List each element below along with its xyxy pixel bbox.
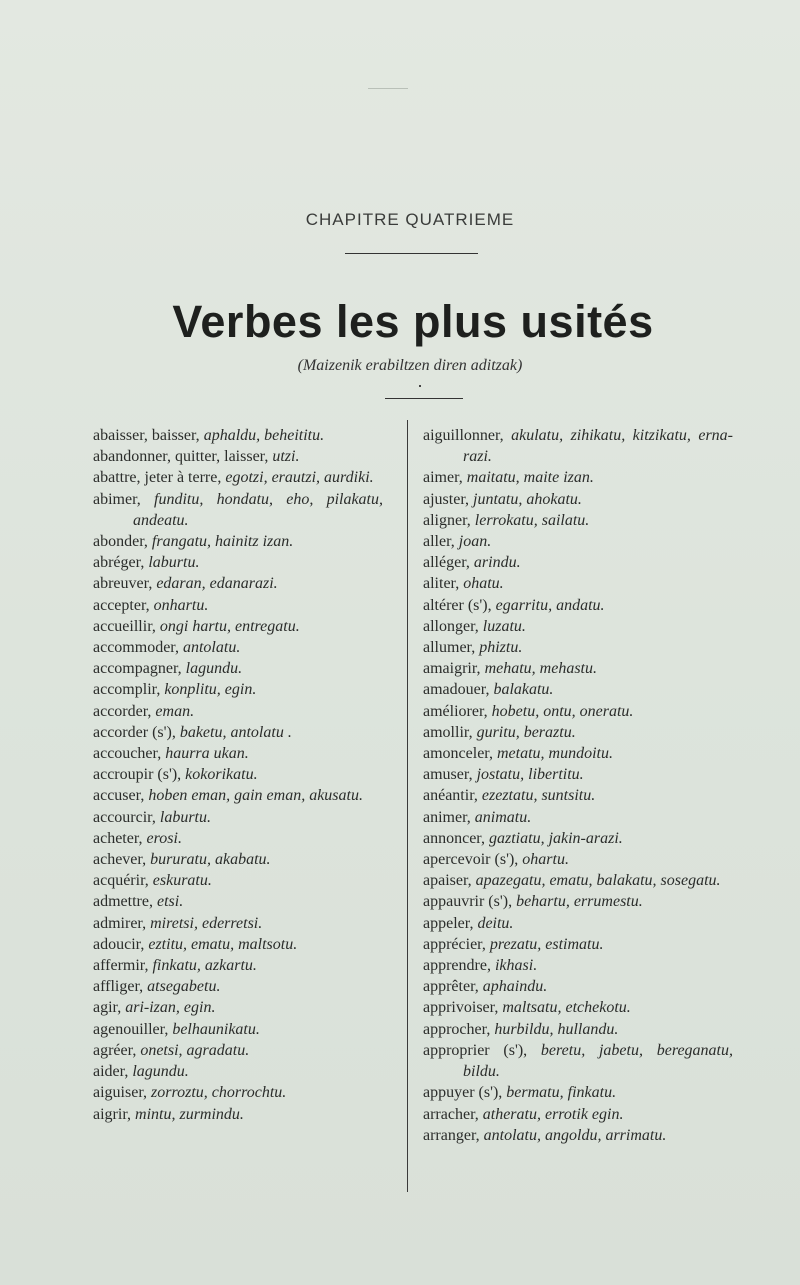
french-verb: accompagner, [93, 660, 182, 678]
basque-translation: maltsatu, etchekotu. [502, 999, 631, 1017]
basque-translation: behartu, errumestu. [516, 893, 643, 911]
french-verb: aliter, [423, 575, 460, 593]
chapter-heading: CHAPITRE QUATRIEME [305, 210, 515, 229]
verb-entry [93, 764, 383, 785]
basque-translation: frangatu, hainitz izan. [151, 533, 294, 551]
basque-translation: hurbildu, hullandu. [494, 1020, 619, 1038]
french-verb: admettre, [93, 893, 153, 911]
basque-translation: ongi hartu, entregatu. [159, 617, 300, 635]
french-verb: arranger, [423, 1126, 480, 1144]
basque-translation: ohatu. [463, 575, 504, 593]
french-verb: accueillir, [93, 617, 156, 635]
basque-translation: ikhasi. [494, 957, 538, 975]
basque-translation: eskuratu. [152, 872, 212, 890]
french-verb: abandonner, quitter, laisser, [93, 448, 269, 466]
basque-translation: lagundu. [132, 1063, 189, 1081]
verb-entry [93, 1061, 383, 1082]
verb-entry [93, 785, 383, 806]
verb-entry [93, 701, 383, 722]
french-verb: abimer, [93, 490, 141, 508]
basque-translation: akulatu, zihikatu, kitzikatu, erna-razi. [463, 427, 733, 466]
verb-entry [423, 913, 733, 934]
basque-translation: eztitu, ematu, maltsotu. [148, 935, 298, 953]
french-verb: approprier (s'), [423, 1041, 528, 1059]
french-verb: amollir, [423, 723, 473, 741]
verb-entry [93, 807, 383, 828]
basque-translation: prezatu, estimatu. [489, 935, 604, 953]
ornament-dot [419, 385, 421, 387]
verb-entry [93, 997, 383, 1018]
basque-translation: egarritu, andatu. [495, 596, 605, 614]
basque-translation: jostatu, libertitu. [476, 766, 584, 784]
verb-entry [93, 637, 383, 658]
french-verb: appeler, [423, 914, 474, 932]
french-verb: ajuster, [423, 490, 470, 508]
basque-translation: onetsi, agradatu. [140, 1041, 250, 1059]
french-verb: agenouiller, [93, 1020, 169, 1038]
basque-translation: hoben eman, gain eman, akusatu. [148, 787, 363, 805]
french-verb: agréer, [93, 1041, 137, 1059]
french-verb: accroupir (s'), [93, 766, 182, 784]
verb-entry [93, 616, 383, 637]
verb-entry [423, 616, 733, 637]
basque-translation: aphaindu. [482, 978, 548, 996]
french-verb: aigrir, [93, 1105, 132, 1123]
basque-translation: egotzi, erautzi, aurdiki. [225, 469, 374, 487]
verb-entry [423, 637, 733, 658]
french-verb: admirer, [93, 914, 147, 932]
basque-translation: hobetu, ontu, oneratu. [491, 702, 634, 720]
verb-entry [93, 934, 383, 955]
verb-entry [423, 1104, 733, 1125]
french-verb: alléger, [423, 554, 470, 572]
verb-entry [423, 531, 733, 552]
french-verb: allumer, [423, 639, 476, 657]
verb-entry [423, 870, 733, 891]
basque-translation: erosi. [146, 829, 182, 847]
french-verb: approcher, [423, 1020, 491, 1038]
verb-entry [423, 807, 733, 828]
verb-entry [93, 489, 383, 531]
basque-translation: arindu. [473, 554, 521, 572]
basque-translation: bermatu, finkatu. [506, 1084, 617, 1102]
french-verb: accepter, [93, 596, 150, 614]
verb-entry [93, 849, 383, 870]
french-verb: aider, [93, 1063, 129, 1081]
french-verb: apprivoiser, [423, 999, 499, 1017]
french-verb: accorder (s'), [93, 723, 176, 741]
verb-entry [423, 955, 733, 976]
french-verb: abaisser, baisser, [93, 427, 200, 444]
verb-entry [93, 828, 383, 849]
basque-translation: laburtu. [159, 808, 211, 826]
basque-translation: onhartu. [153, 596, 209, 614]
french-verb: aller, [423, 533, 455, 551]
verb-entry [423, 849, 733, 870]
french-verb: abonder, [93, 533, 148, 551]
verb-entry [423, 510, 733, 531]
verb-entry [423, 1125, 733, 1146]
basque-translation: finkatu, azkartu. [152, 957, 257, 975]
basque-translation: animatu. [474, 808, 532, 826]
french-verb: appauvrir (s'), [423, 893, 513, 911]
french-verb: annoncer, [423, 829, 485, 847]
basque-translation: gaztiatu, jakin-arazi. [489, 829, 623, 847]
verb-entry [423, 997, 733, 1018]
basque-translation: antolatu. [182, 639, 241, 657]
french-verb: amuser, [423, 766, 473, 784]
verb-entry [423, 552, 733, 573]
verb-entry [93, 1104, 383, 1125]
french-verb: abattre, jeter à terre, [93, 469, 222, 487]
verb-entry [93, 679, 383, 700]
french-verb: abréger, [93, 554, 145, 572]
basque-translation: beretu, jabetu, bereganatu, bildu. [463, 1041, 733, 1081]
verb-entry [423, 489, 733, 510]
basque-translation: baketu, antolatu . [179, 723, 292, 741]
verb-entry [423, 1019, 733, 1040]
french-verb: amadouer, [423, 681, 490, 699]
verb-entry [93, 955, 383, 976]
verb-entry [93, 531, 383, 552]
basque-translation: phiztu. [479, 639, 523, 657]
french-verb: apprécier, [423, 935, 486, 953]
right-column [423, 425, 733, 1146]
french-verb: apaiser, [423, 872, 472, 890]
verb-entry [423, 701, 733, 722]
french-verb: accuser, [93, 787, 145, 805]
verb-entry [423, 595, 733, 616]
verb-entry [93, 891, 383, 912]
french-verb: apprêter, [423, 978, 479, 996]
basque-translation: utzi. [272, 448, 300, 466]
page-title: Verbes les plus usités [172, 296, 654, 347]
verb-entry [93, 870, 383, 891]
basque-translation: kokorikatu. [185, 766, 258, 784]
french-verb: accourcir, [93, 808, 156, 826]
verb-entry [423, 976, 733, 997]
french-verb: accommoder, [93, 639, 179, 657]
basque-translation: deitu. [477, 914, 514, 932]
basque-translation: lerrokatu, sailatu. [474, 511, 590, 529]
basque-translation: konplitu, egin. [164, 681, 257, 699]
basque-translation: funditu, hondatu, eho, pilakatu, andeatu. [133, 490, 384, 529]
verb-entry [93, 658, 383, 679]
basque-translation: maitatu, maite izan. [466, 469, 594, 487]
french-verb: apprendre, [423, 957, 491, 975]
basque-translation: mehatu, mehastu. [484, 660, 597, 678]
verb-entry [423, 722, 733, 743]
basque-translation: apazegatu, ematu, balakatu, sosegatu. [475, 872, 721, 890]
french-verb: abreuver, [93, 575, 153, 593]
basque-translation: ari-izan, egin. [125, 999, 216, 1017]
basque-translation: joan. [458, 533, 492, 551]
top-mark [368, 88, 408, 90]
basque-translation: ohartu. [522, 851, 569, 869]
verb-entry [423, 934, 733, 955]
basque-translation: miretsi, ederretsi. [150, 914, 263, 932]
basque-translation: balakatu. [493, 681, 554, 699]
french-verb: anéantir, [423, 787, 478, 805]
basque-translation: juntatu, ahokatu. [473, 490, 582, 508]
french-verb: achever, [93, 851, 147, 869]
verb-entry [423, 891, 733, 912]
basque-translation: metatu, mundoitu. [496, 745, 613, 763]
page-subtitle: (Maizenik erabiltzen diren aditzak) [297, 357, 523, 374]
verb-entry [93, 1082, 383, 1103]
french-verb: apercevoir (s'), [423, 851, 519, 869]
verb-entry [93, 425, 383, 446]
verb-entry [93, 913, 383, 934]
french-verb: aiguiser, [93, 1084, 148, 1102]
verb-entry [93, 467, 383, 488]
verb-entry [93, 1040, 383, 1061]
verb-entry [423, 743, 733, 764]
basque-translation: zorroztu, chorrochtu. [151, 1084, 287, 1102]
verb-entry [93, 552, 383, 573]
verb-entry [423, 1040, 733, 1082]
verb-entry [93, 976, 383, 997]
verb-entry [93, 722, 383, 743]
verb-entry [93, 743, 383, 764]
basque-translation: atsegabetu. [147, 978, 221, 996]
french-verb: amonceler, [423, 745, 493, 763]
french-verb: adoucir, [93, 935, 145, 953]
basque-translation: laburtu. [148, 554, 200, 572]
french-verb: appuyer (s'), [423, 1084, 503, 1102]
basque-translation: lagundu. [185, 660, 243, 678]
french-verb: animer, [423, 808, 471, 826]
divider-rule [385, 398, 463, 399]
verb-entry [93, 446, 383, 467]
french-verb: amaigrir, [423, 660, 481, 678]
basque-translation: aphaldu, beheititu. [203, 427, 325, 444]
basque-translation: haurra ukan. [165, 745, 249, 763]
left-column [93, 425, 383, 1125]
french-verb: acheter, [93, 829, 143, 847]
french-verb: affliger, [93, 978, 144, 996]
verb-entry [93, 573, 383, 594]
basque-translation: etsi. [156, 893, 184, 911]
basque-translation: mintu, zurmindu. [135, 1105, 244, 1123]
verb-entry [423, 573, 733, 594]
basque-translation: eman. [155, 702, 195, 720]
verb-entry [423, 785, 733, 806]
basque-translation: ezeztatu, suntsitu. [481, 787, 596, 805]
verb-entry [423, 1082, 733, 1103]
french-verb: accoucher, [93, 745, 162, 763]
verb-entry [423, 764, 733, 785]
french-verb: aiguillonner, [423, 427, 504, 444]
verb-entry [423, 467, 733, 488]
french-verb: acquérir, [93, 872, 149, 890]
basque-translation: atheratu, errotik egin. [482, 1105, 624, 1123]
french-verb: arracher, [423, 1105, 479, 1123]
french-verb: aimer, [423, 469, 463, 487]
basque-translation: antolatu, angoldu, arrimatu. [483, 1126, 667, 1144]
verb-entry [423, 425, 733, 467]
divider-rule [345, 253, 478, 254]
french-verb: accomplir, [93, 681, 161, 699]
french-verb: altérer (s'), [423, 596, 492, 614]
basque-translation: guritu, beraztu. [476, 723, 576, 741]
column-divider [407, 420, 408, 1192]
verb-entry [93, 1019, 383, 1040]
french-verb: agir, [93, 999, 122, 1017]
french-verb: allonger, [423, 617, 479, 635]
verb-entry [423, 679, 733, 700]
basque-translation: luzatu. [482, 617, 526, 635]
verb-entry [93, 595, 383, 616]
french-verb: accorder, [93, 702, 152, 720]
verb-entry [423, 658, 733, 679]
basque-translation: bururatu, akabatu. [150, 851, 271, 869]
french-verb: aligner, [423, 511, 471, 529]
basque-translation: belhaunikatu. [172, 1020, 260, 1038]
french-verb: affermir, [93, 957, 149, 975]
french-verb: améliorer, [423, 702, 488, 720]
verb-entry [423, 828, 733, 849]
basque-translation: edaran, edanarazi. [156, 575, 278, 593]
